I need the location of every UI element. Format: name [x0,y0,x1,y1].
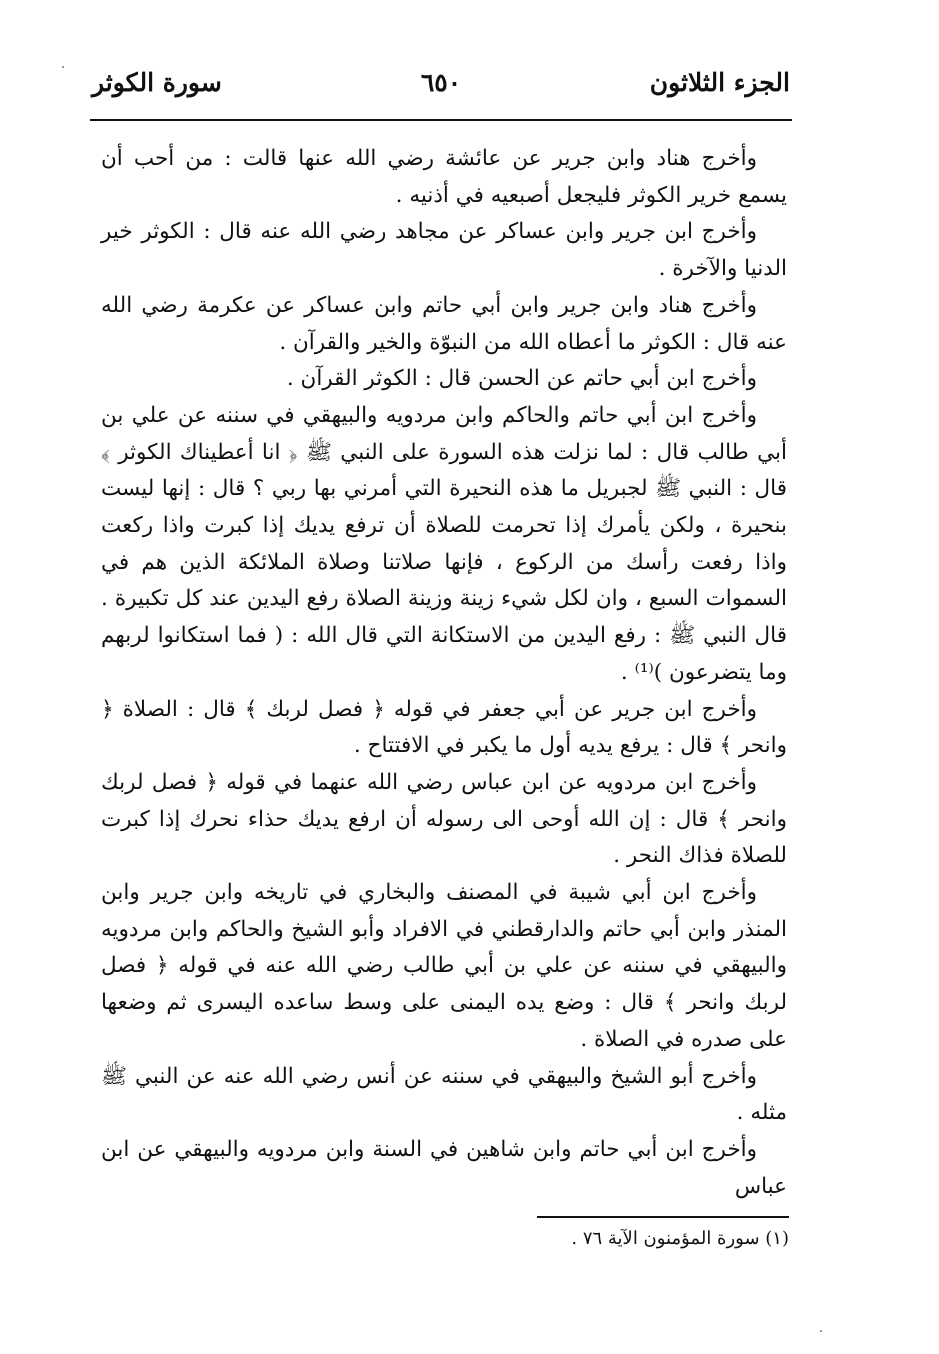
running-header [92,68,790,108]
paragraph: وأخرج ابن مردويه عن ابن عباس رضي الله عنهما في قوله ﴿ فصل لربك وانحر ﴾ قال : إن الله أوحى الى رسوله أن ارفع يديك حذاء نحرك إذا كبرت للصلاة فذاك النحر . [101,769,787,869]
footnote: (١) سورة المؤمنون الآية ٧٦ . [571,1228,789,1249]
paragraph: وأخرج ابن أبي شيبة في المصنف والبخاري في تاريخه وابن جرير وابن المنذر وابن أبي حاتم والدارقطني في الافراد وأبو الشيخ والحاكم وابن مردويه والبيهقي في سننه عن علي بن أبي طالب رضي الله عنه في قوله ﴿ فصل لربك وانحر ﴾ قال : وضع يده اليمنى على وسط ساعده اليسرى ثم وضعها على صدره في الصلاة . [101,880,787,1052]
paragraph: وأخرج ابن جرير وابن عساكر عن مجاهد رضي الله عنه قال : الكوثر خير الدنيا والآخرة . [101,219,787,282]
surah-label: سورة الكوثر [92,68,222,97]
footnote-rule [537,1216,789,1218]
scan-speck [62,66,64,68]
page-number: ٦٥٠ [420,68,462,97]
paragraph: وأخرج ابن جرير عن أبي جعفر في قوله ﴿ فصل لربك ﴾ قال : الصلاة ﴿ وانحر ﴾ قال : يرفع يديه أول ما يكبر في الافتتاح . [101,696,787,759]
paragraph: وأخرج ابن أبي حاتم عن الحسن قال : الكوثر القرآن . [286,366,757,392]
paragraph: وأخرج هناد وابن جرير وابن أبي حاتم وابن عساكر عن عكرمة رضي الله عنه قال : الكوثر ما أعطاه الله من النبوّة والخير والقرآن . [101,292,787,355]
juz-label: الجزء الثلاثون [649,68,790,97]
paragraph: وأخرج ابن أبي حاتم وابن شاهين في السنة وابن مردويه والبيهقي عن ابن عباس [101,1136,787,1199]
paragraph: وأخرج هناد وابن جرير عن عائشة رضي الله عنها قالت : من أحب أن يسمع خرير الكوثر فليجعل أصبعيه في أذنيه . [101,146,787,208]
paragraph: وأخرج ابن أبي حاتم والحاكم وابن مردويه والبيهقي في سننه عن علي بن أبي طالب قال : لما نزلت هذه السورة على النبي ﷺ ﴿ انا أعطيناك الكوثر ﴾ قال : النبي ﷺ لجبريل ما هذه النحيرة التي أمرني بها ربي ؟ قال : إنها ليست بنحيرة ، ولكن يأمرك إذا تحرمت للصلاة أن ترفع يديك إذا كبرت واذا ركعت واذا رفعت رأسك من الركوع ، فإنها صلاتنا وصلاة الملائكة الذين هم في السموات السبع ، وان لكل شيء زينة وزينة الصلاة رفع اليدين عند كل تكبيرة . قال النبي ﷺ : رفع اليدين من الاستكانة التي قال الله : ( فما استكانوا لربهم وما يتضرعون )⁽¹⁾ . [101,402,787,685]
header-rule [90,119,792,121]
scan-speck [820,1330,822,1332]
body-text [101,141,787,1205]
paragraph: وأخرج أبو الشيخ والبيهقي في سننه عن أنس رضي الله عنه عن النبي ﷺ مثله . [101,1063,787,1126]
